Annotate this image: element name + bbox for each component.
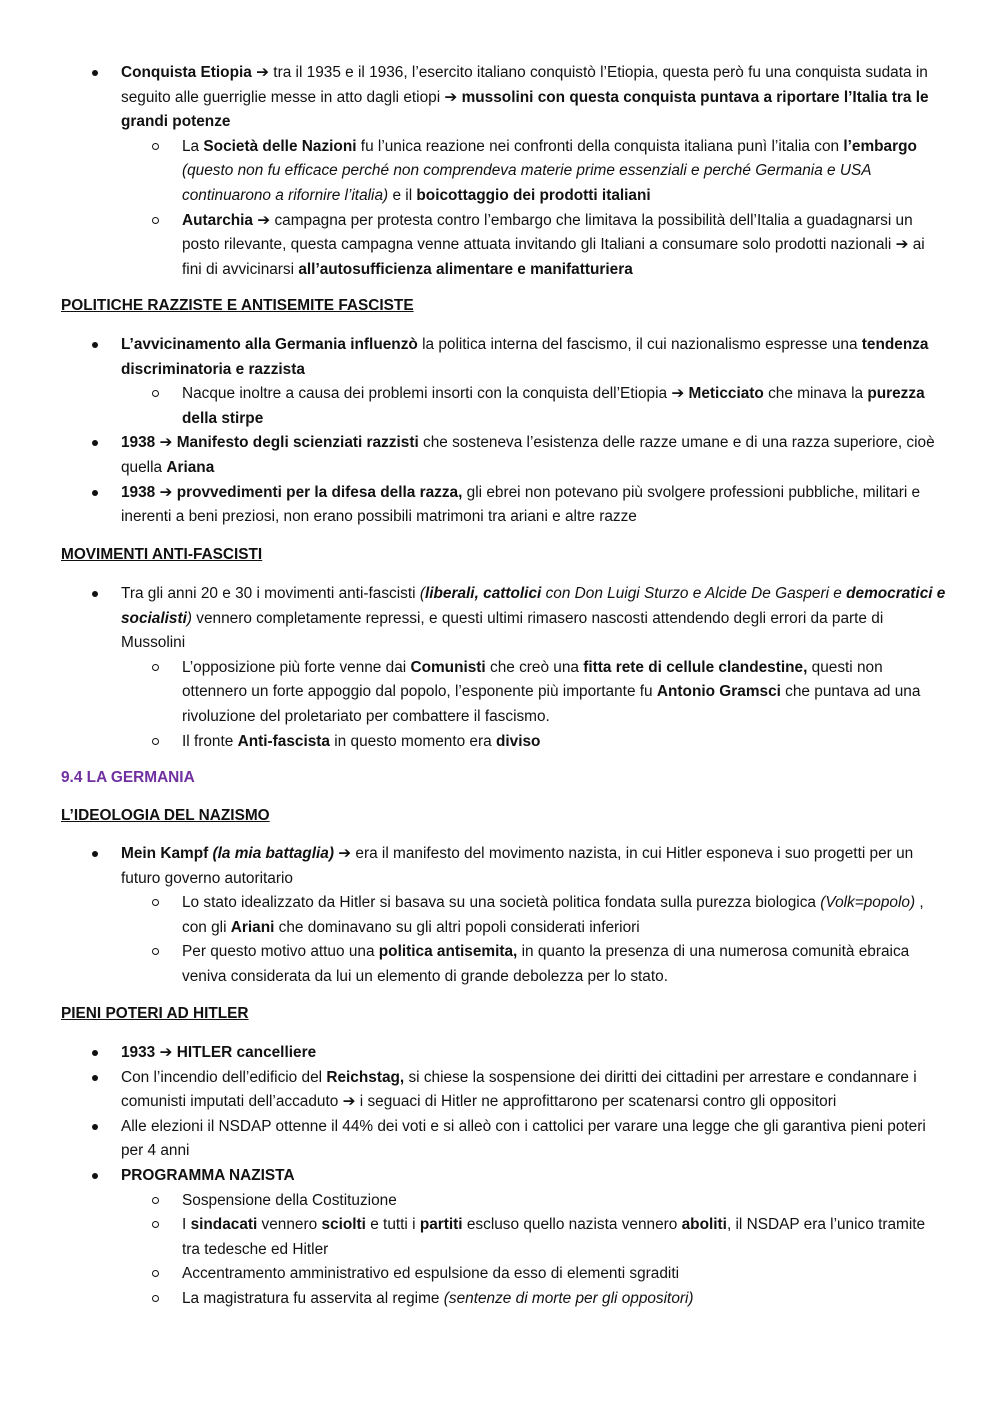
heading-ideologia-nazismo: L’IDEOLOGIA DEL NAZISMO [61, 807, 270, 824]
bullet-circle-icon [152, 1197, 159, 1204]
text-run: Lo stato idealizzato da Hitler si basava su una società politica fondata sulla purezza biologica [182, 894, 821, 912]
text-run: fitta rete di cellule clandestine, [583, 658, 808, 676]
text-run: ➔ [671, 385, 685, 403]
bullet-dot-icon [92, 490, 98, 496]
text-run: i seguaci di Hitler ne approfittarono per scatenarsi contro gli oppositori [355, 1093, 837, 1111]
text-run: si chiese la sospensione dei diritti dei cittadini per arrestare e condannare i comunisti imputati dell’accaduto [121, 1068, 917, 1111]
text-run: Alle elezioni il NSDAP ottenne il 44% dei voti e si alleò con i cattolici per varare una legge che gli garantiva pieni poteri per 4 anni [121, 1117, 926, 1160]
section-razziste-list [0, 333, 1000, 530]
sub-bullet-text [182, 1192, 397, 1209]
section-ideologia-list [0, 842, 1000, 990]
text-run: Autarchia [182, 211, 258, 229]
text-run: aboliti [681, 1216, 727, 1234]
bullet-dot-icon [92, 342, 98, 348]
bullet-text [121, 64, 929, 130]
bullet-dot-icon [92, 1075, 98, 1081]
bullet-item [0, 61, 951, 135]
bullet-circle-icon [152, 1295, 159, 1302]
text-run: che minava la [763, 385, 868, 403]
text-run: questi non ottennero un forte appoggio dal popolo, l’esponente più importante fu [182, 658, 883, 701]
sub-bullet-text [182, 943, 909, 985]
text-run: Meticciato [688, 385, 764, 403]
bullet-dot-icon [92, 440, 98, 446]
text-run: ai fini di avvicinarsi [182, 236, 925, 278]
sub-bullet-text [182, 385, 925, 427]
text-run: che sosteneva l’esistenza delle razze umane e di una razza superiore, cioè quella [121, 434, 935, 476]
text-run: ➔ [257, 211, 271, 229]
sub-bullet-text [182, 894, 924, 936]
text-run: ➔ [342, 1093, 356, 1111]
text-run: Ariani [230, 918, 275, 936]
text-run: politica antisemita, [378, 943, 518, 961]
text-run: , con gli [182, 894, 924, 936]
text-run: mussolini con questa conquista puntava a riportare l’Italia tra le grandi potenze [121, 88, 929, 131]
bullet-item [0, 1066, 951, 1115]
bullet-dot-icon [92, 1173, 98, 1179]
sub-bullet-item [0, 891, 942, 940]
sub-list [0, 135, 1000, 283]
text-run: L’opposizione più forte venne dai [182, 658, 411, 676]
text-run: ➔ [159, 434, 173, 452]
bullet-item [0, 481, 951, 530]
text-run: ) [186, 609, 193, 627]
text-run: (la mia battaglia) [212, 845, 334, 862]
text-run: ➔ [159, 483, 173, 501]
sub-bullet-item [0, 382, 942, 431]
sub-list [0, 656, 1000, 754]
text-run: Comunisti [410, 658, 486, 676]
text-run: Manifesto degli scienziati razzisti [176, 434, 419, 452]
bullet-dot-icon [92, 1050, 98, 1056]
text-run: , il NSDAP era l’unico tramite tra tedesche ed Hitler [182, 1216, 926, 1258]
sub-bullet-item [0, 1262, 942, 1287]
sub-list-container [0, 656, 1000, 754]
heading-la-germania: 9.4 LA GERMANIA [61, 769, 195, 786]
bullet-text [121, 336, 928, 378]
bullet-item [0, 842, 951, 891]
bullet-circle-icon [152, 664, 159, 671]
text-run: I [182, 1216, 191, 1234]
text-run: Mein Kampf [121, 845, 213, 862]
text-run: Tra gli anni 20 e 30 i movimenti anti-fascisti [121, 585, 420, 602]
text-run: con Don Luigi Sturzo e Alcide De Gasperi e [541, 585, 847, 602]
bullet-circle-icon [152, 217, 159, 224]
heading-movimenti-antifascisti: MOVIMENTI ANTI-FASCISTI [61, 546, 263, 563]
text-run: tendenza discriminatoria e razzista [121, 336, 929, 378]
text-run: gli ebrei non potevano più svolgere professioni pubbliche, militari e inerenti a beni preziosi, non erano possibili matrimoni tra ariani e altre razze [121, 483, 921, 526]
text-run: liberali, cattolici [424, 585, 542, 602]
text-run: ➔ [444, 88, 458, 106]
text-run: Sospensione della Costituzione [182, 1191, 397, 1209]
text-run: Anti-fascista [237, 732, 330, 750]
sub-bullet-item [0, 940, 942, 989]
sub-bullet-text [182, 1216, 925, 1258]
bullet-item [0, 582, 951, 656]
bullet-dot-icon [92, 1124, 98, 1130]
section-intro-list [0, 61, 1000, 282]
text-run: all’autosufficienza alimentare e manifatturiera [298, 260, 633, 278]
text-run: Ariana [166, 458, 215, 476]
text-run: vennero completamente repressi, e questi ultimi rimasero nascosti attendendo degli errori da parte di Mussolini [121, 609, 884, 652]
text-run: ➔ [338, 845, 352, 862]
heading-pieni-poteri: PIENI POTERI AD HITLER [61, 1005, 249, 1022]
bullet-item [0, 333, 951, 382]
bullet-dot-icon [92, 591, 98, 597]
text-run: PROGRAMMA NAZISTA [121, 1166, 295, 1184]
sub-list-container [0, 1189, 1000, 1312]
text-run: diviso [495, 732, 541, 750]
text-run: sciolti [321, 1216, 366, 1234]
sub-bullet-text [182, 1265, 679, 1282]
text-run: era il manifesto del movimento nazista, in cui Hitler esponeva i suo progetti per un futuro governo autoritario [121, 845, 914, 887]
text-run: (questo non fu efficace perché non comprendeva materie prime essenziali e perché Germania e USA continuarono a rifornire l’italia) [182, 162, 871, 204]
bullet-dot-icon [92, 851, 98, 857]
text-run: che creò una [485, 658, 584, 676]
bullet-item [0, 431, 951, 480]
text-run: HITLER cancelliere [172, 1044, 317, 1061]
text-run: Per questo motivo attuo una [182, 943, 379, 961]
sub-bullet-text [182, 138, 917, 204]
text-run: 1938 [121, 483, 160, 501]
sub-bullet-item [0, 1213, 942, 1262]
text-run: Reichstag, [326, 1068, 405, 1086]
text-run: Nacque inoltre a causa dei problemi insorti con la conquista dell’Etiopia [182, 385, 672, 403]
sub-list-container [0, 382, 1000, 431]
sub-bullet-text [182, 212, 925, 278]
text-run: 1933 [121, 1044, 160, 1061]
sub-bullet-item [0, 1287, 942, 1312]
bullet-text [121, 1118, 926, 1160]
sub-bullet-text [182, 1290, 694, 1307]
bullet-circle-icon [152, 948, 159, 955]
heading-politiche-razziste: POLITICHE RAZZISTE E ANTISEMITE FASCISTE [61, 297, 414, 314]
bullet-item [0, 1164, 951, 1189]
text-run: ➔ [895, 236, 909, 254]
bullet-item [0, 1041, 951, 1066]
text-run: e il [388, 186, 417, 204]
text-run: Con l’incendio dell’edificio del [121, 1068, 327, 1086]
text-run: in quanto la presenza di una numerosa comunità ebraica veniva considerata da lui un elemento di grande debolezza per lo stato. [182, 943, 910, 985]
text-run: in questo momento era [329, 732, 496, 750]
text-run: tra il 1935 e il 1936, l’esercito italiano conquistò l’Etiopia, questa però fu una conquista sudata in seguito alle guerriglie messe in atto dagli etiopi [121, 64, 928, 106]
text-run: vennero [257, 1216, 322, 1234]
bullet-text [121, 1069, 917, 1111]
bullet-text [121, 845, 913, 887]
text-run: campagna per protesta contro l’embargo che limitava la possibilità dell’Italia a guadagnarsi un posto rilevante, questa campagna venne attuata invitando gli Italiani a consumare solo prodotti nazionali [182, 211, 913, 254]
text-run: Conquista Etiopia [121, 64, 257, 81]
bullet-text [121, 585, 945, 651]
bullet-circle-icon [152, 390, 159, 397]
text-run: provvedimenti per la difesa della razza, [172, 483, 463, 501]
bullet-circle-icon [152, 143, 159, 150]
sub-bullet-text [182, 733, 540, 750]
bullet-circle-icon [152, 738, 159, 745]
bullet-text [121, 1044, 316, 1061]
sub-list-container [0, 135, 1000, 283]
sub-list [0, 891, 1000, 989]
text-run: Società delle Nazioni [203, 137, 357, 155]
text-run: La [182, 137, 204, 155]
text-run: l’embargo [843, 137, 917, 155]
section-pieni-poteri-list [0, 1041, 1000, 1312]
text-run: purezza della stirpe [182, 385, 925, 427]
bullet-circle-icon [152, 899, 159, 906]
sub-list [0, 1189, 1000, 1312]
text-run: sindacati [190, 1216, 258, 1234]
text-run: ( [419, 585, 425, 602]
bullet-text [121, 434, 935, 476]
text-run: Antonio Gramsci [656, 683, 781, 701]
text-run: L’avvicinamento alla Germania influenzò [121, 336, 418, 353]
text-run: ➔ [159, 1044, 173, 1061]
sub-bullet-text [182, 659, 920, 725]
sub-list-container [0, 891, 1000, 989]
bullet-text [121, 484, 920, 526]
text-run: 1938 [121, 434, 160, 452]
text-run: boicottaggio dei prodotti italiani [416, 186, 651, 204]
text-run: escluso quello nazista vennero [462, 1216, 682, 1234]
text-run: Il fronte [182, 732, 238, 750]
text-run: (Volk=popolo) [820, 894, 916, 912]
text-run: e tutti i [365, 1216, 420, 1234]
sub-bullet-item [0, 656, 942, 730]
text-run: ➔ [256, 64, 270, 81]
bullet-text [121, 1167, 295, 1184]
text-run: (sentenze di morte per gli oppositori) [443, 1289, 694, 1307]
text-run: partiti [419, 1216, 463, 1234]
section-antifascisti-list [0, 582, 1000, 754]
text-run: Accentramento amministrativo ed espulsione da esso di elementi sgraditi [182, 1265, 680, 1283]
text-run: fu l’unica reazione nei confronti della conquista italiana punì l’italia con [356, 137, 844, 155]
text-run: la politica interna del fascismo, il cui nazionalismo espresse una [417, 336, 862, 353]
bullet-item [0, 1115, 951, 1164]
bullet-dot-icon [92, 70, 98, 76]
text-run: che dominavano su gli altri popoli considerati inferiori [274, 918, 640, 936]
sub-list [0, 382, 1000, 431]
sub-bullet-item [0, 1189, 942, 1214]
sub-bullet-item [0, 730, 942, 755]
text-run: La magistratura fu asservita al regime [182, 1289, 444, 1307]
sub-bullet-item [0, 209, 942, 283]
bullet-circle-icon [152, 1270, 159, 1277]
text-run: che puntava ad una rivoluzione del proletariato per combattere il fascismo. [182, 683, 921, 725]
sub-bullet-item [0, 135, 942, 209]
text-run: democratici e socialisti [121, 585, 946, 627]
bullet-circle-icon [152, 1221, 159, 1228]
